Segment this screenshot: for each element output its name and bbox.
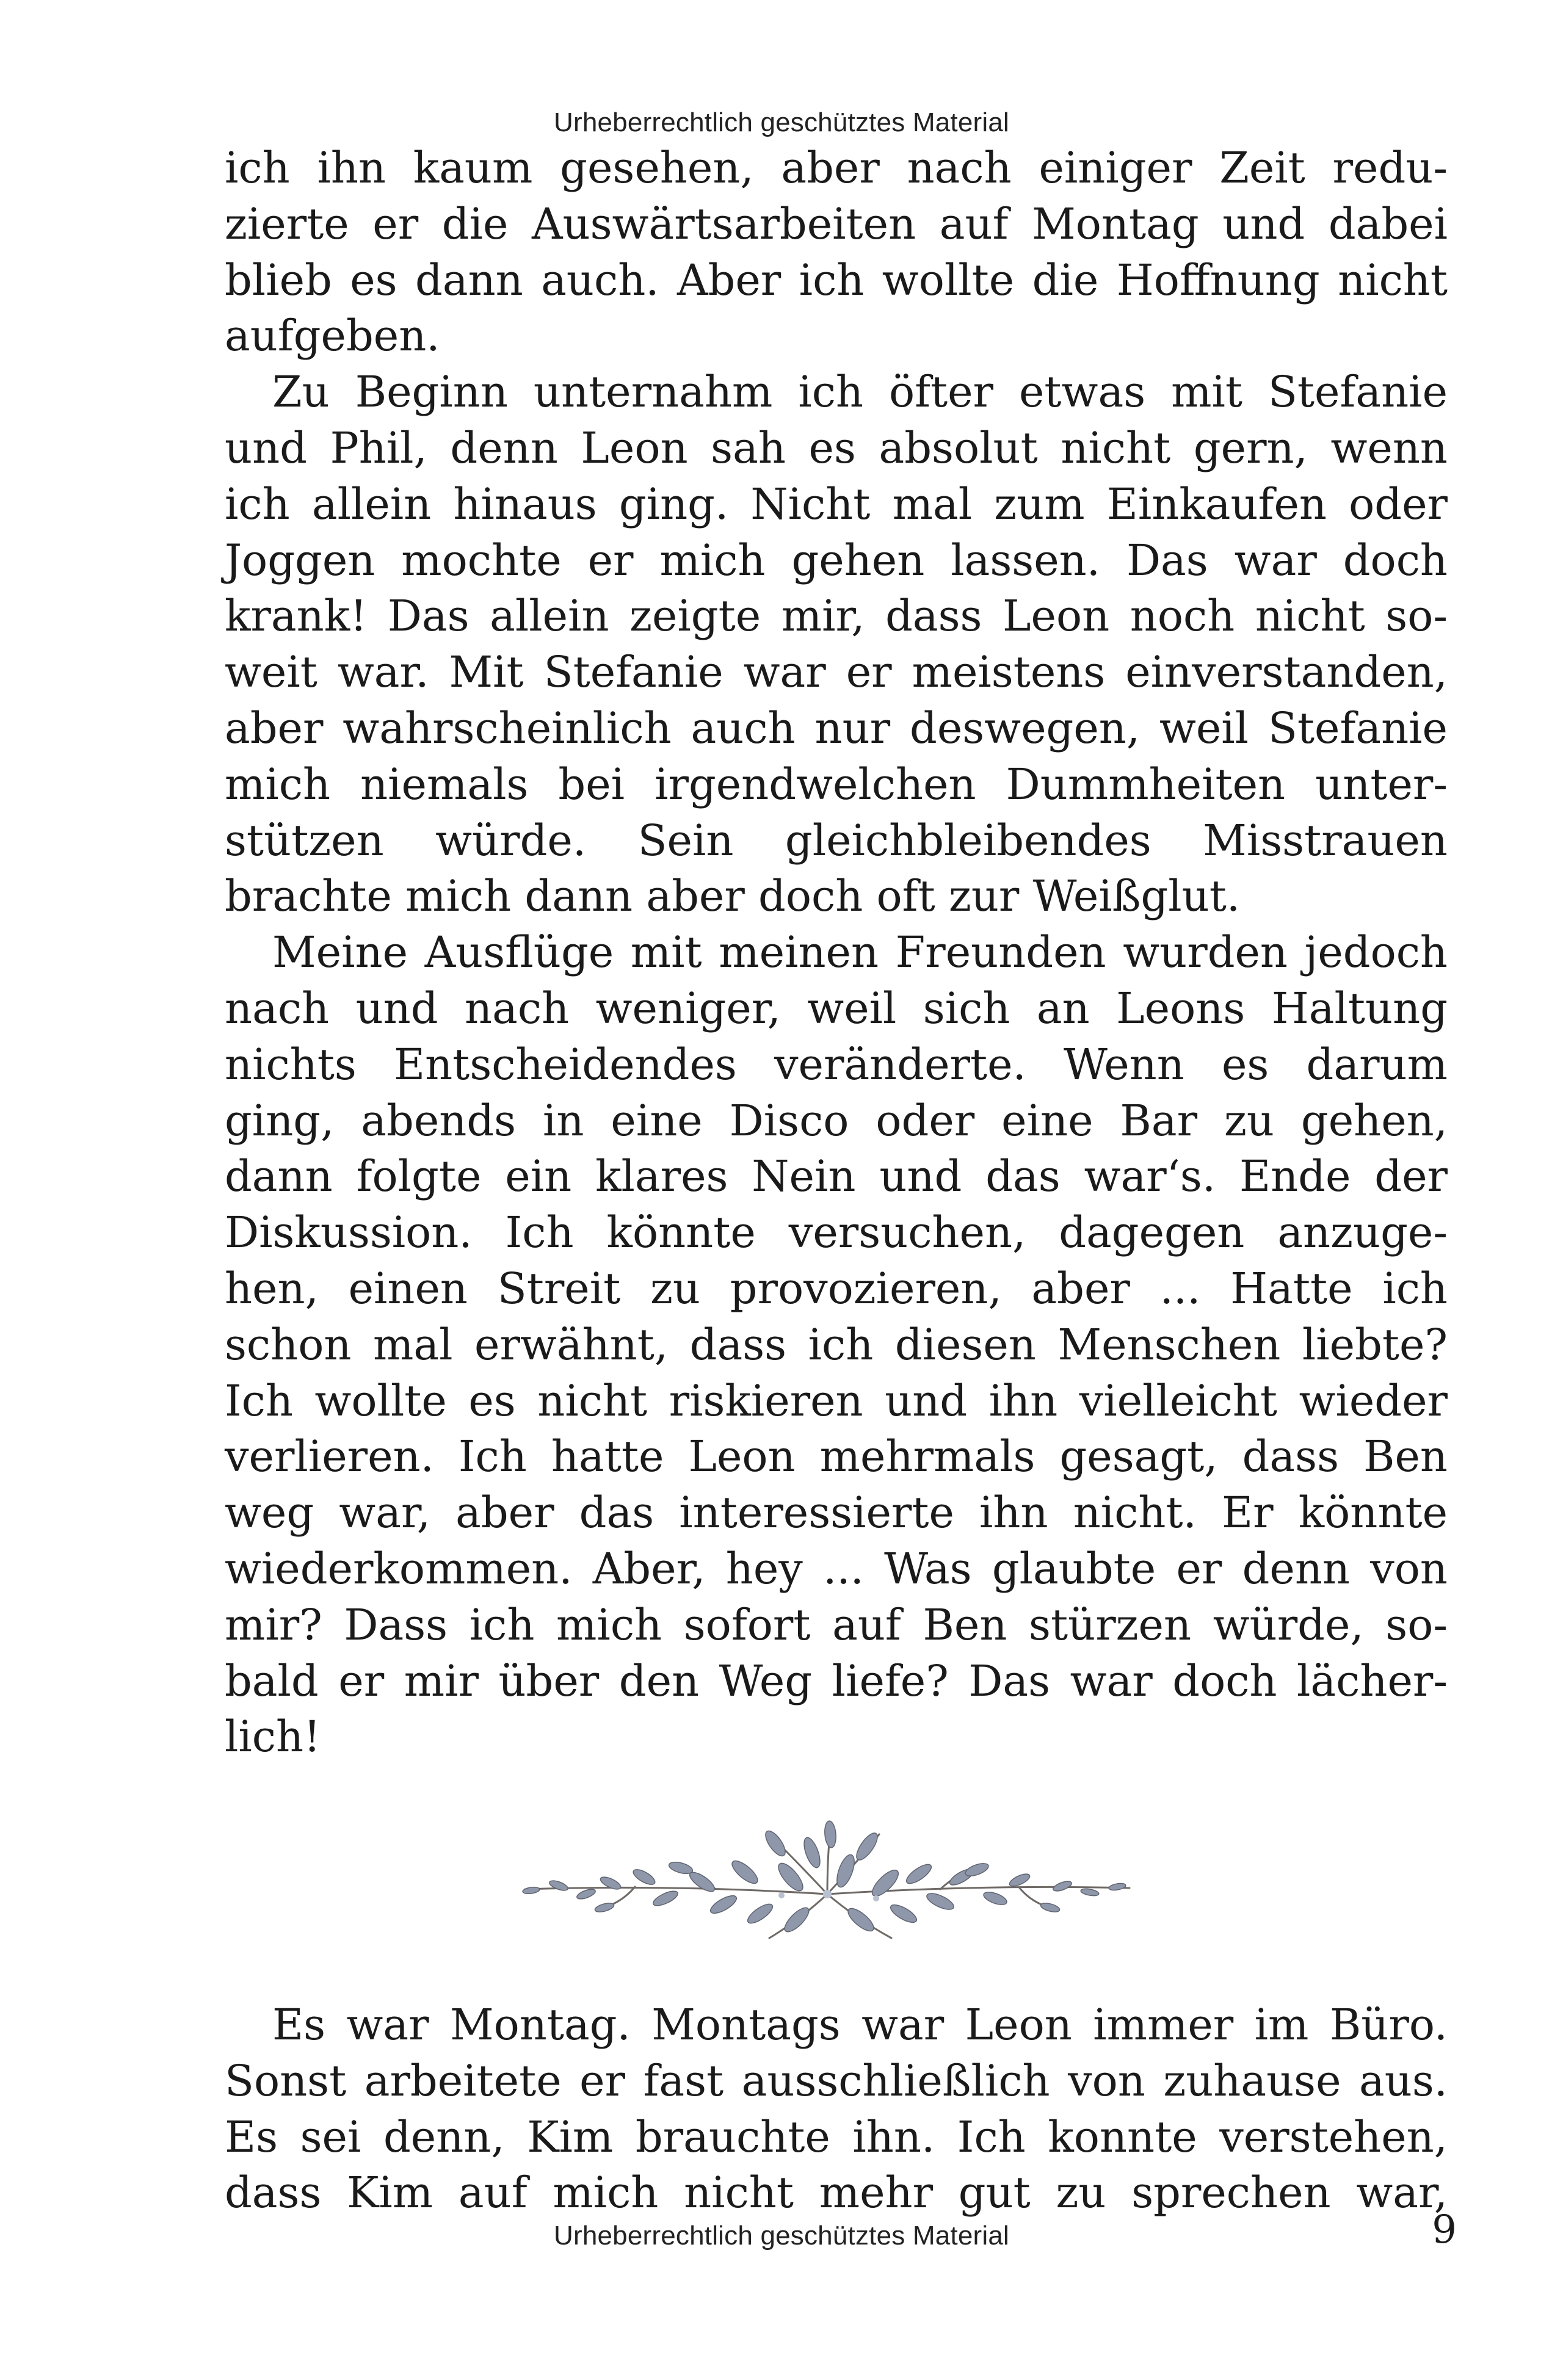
text-line: weit war. Mit Stefanie war er meistens einverstanden, xyxy=(225,647,1448,698)
text-line: Es sei denn, Kim brauchte ihn. Ich konnte verstehen, xyxy=(225,2111,1448,2162)
text-line: aber wahrscheinlich auch nur deswegen, weil Stefanie xyxy=(225,703,1448,753)
floral-divider-icon xyxy=(513,1816,1142,1956)
text-line: Diskussion. Ich könnte versuchen, dagegen anzuge- xyxy=(225,1207,1448,1258)
text-line: dann folgte ein klares Nein und das war‘s. Ende der xyxy=(225,1151,1448,1202)
text-line: nach und nach weniger, weil sich an Leons Haltung xyxy=(225,983,1448,1033)
header-watermark: Urheberrechtlich geschütztes Material xyxy=(554,107,1009,137)
text-line: nichts Entscheidendes veränderte. Wenn es darum xyxy=(225,1039,1448,1090)
text-line: aufgeben. xyxy=(225,311,440,361)
page-number: 9 xyxy=(1432,2207,1457,2252)
text-line: Joggen mochte er mich gehen lassen. Das war doch xyxy=(225,535,1448,585)
text-line: ging, abends in eine Disco oder eine Bar zu gehen, xyxy=(225,1095,1448,1146)
text-line: mich niemals bei irgendwelchen Dummheiten unter- xyxy=(225,759,1448,809)
text-line: krank! Das allein zeigte mir, dass Leon noch nicht so- xyxy=(225,591,1448,642)
body-text-lower xyxy=(225,1997,1448,2221)
text-line: Zu Beginn unternahm ich öfter etwas mit Stefanie xyxy=(272,367,1448,418)
text-line: Sonst arbeitete er fast ausschließlich von zuhause aus. xyxy=(225,2055,1448,2106)
text-line: blieb es dann auch. Aber ich wollte die Hoffnung nicht xyxy=(225,255,1448,305)
text-line: und Phil, denn Leon sah es absolut nicht gern, wenn xyxy=(225,422,1448,473)
text-line: hen, einen Streit zu provozieren, aber ... Hatte ich xyxy=(225,1263,1448,1314)
text-line: mir? Dass ich mich sofort auf Ben stürzen würde, so- xyxy=(225,1599,1448,1650)
text-line: ich ihn kaum gesehen, aber nach einiger Zeit redu- xyxy=(225,143,1448,193)
text-line: Es war Montag. Montags war Leon immer im Büro. xyxy=(272,2000,1448,2050)
text-line: wiederkommen. Aber, hey ... Was glaubte er denn von xyxy=(225,1543,1448,1594)
text-line: schon mal erwähnt, dass ich diesen Menschen liebte? xyxy=(225,1319,1448,1370)
footer-watermark: Urheberrechtlich geschütztes Material xyxy=(554,2221,1009,2251)
text-line: zierte er die Auswärtsarbeiten auf Montag und dabei xyxy=(225,198,1448,249)
text-line: Ich wollte es nicht riskieren und ihn vielleicht wieder xyxy=(225,1375,1448,1426)
text-line: lich! xyxy=(225,1712,321,1762)
text-line: verlieren. Ich hatte Leon mehrmals gesagt, dass Ben xyxy=(225,1431,1448,1482)
text-line: weg war, aber das interessierte ihn nicht. Er könnte xyxy=(225,1488,1448,1538)
text-line: stützen würde. Sein gleichbleibendes Misstrauen xyxy=(225,815,1448,866)
text-line: dass Kim auf mich nicht mehr gut zu sprechen war, xyxy=(225,2168,1448,2218)
text-line: bald er mir über den Weg liefe? Das war doch lächer- xyxy=(225,1655,1448,1706)
text-line: Meine Ausflüge mit meinen Freunden wurden jedoch xyxy=(272,927,1448,978)
body-text-upper xyxy=(225,140,1448,1765)
text-line: brachte mich dann aber doch oft zur Weißglut. xyxy=(225,871,1241,922)
text-line: ich allein hinaus ging. Nicht mal zum Einkaufen oder xyxy=(225,479,1448,529)
